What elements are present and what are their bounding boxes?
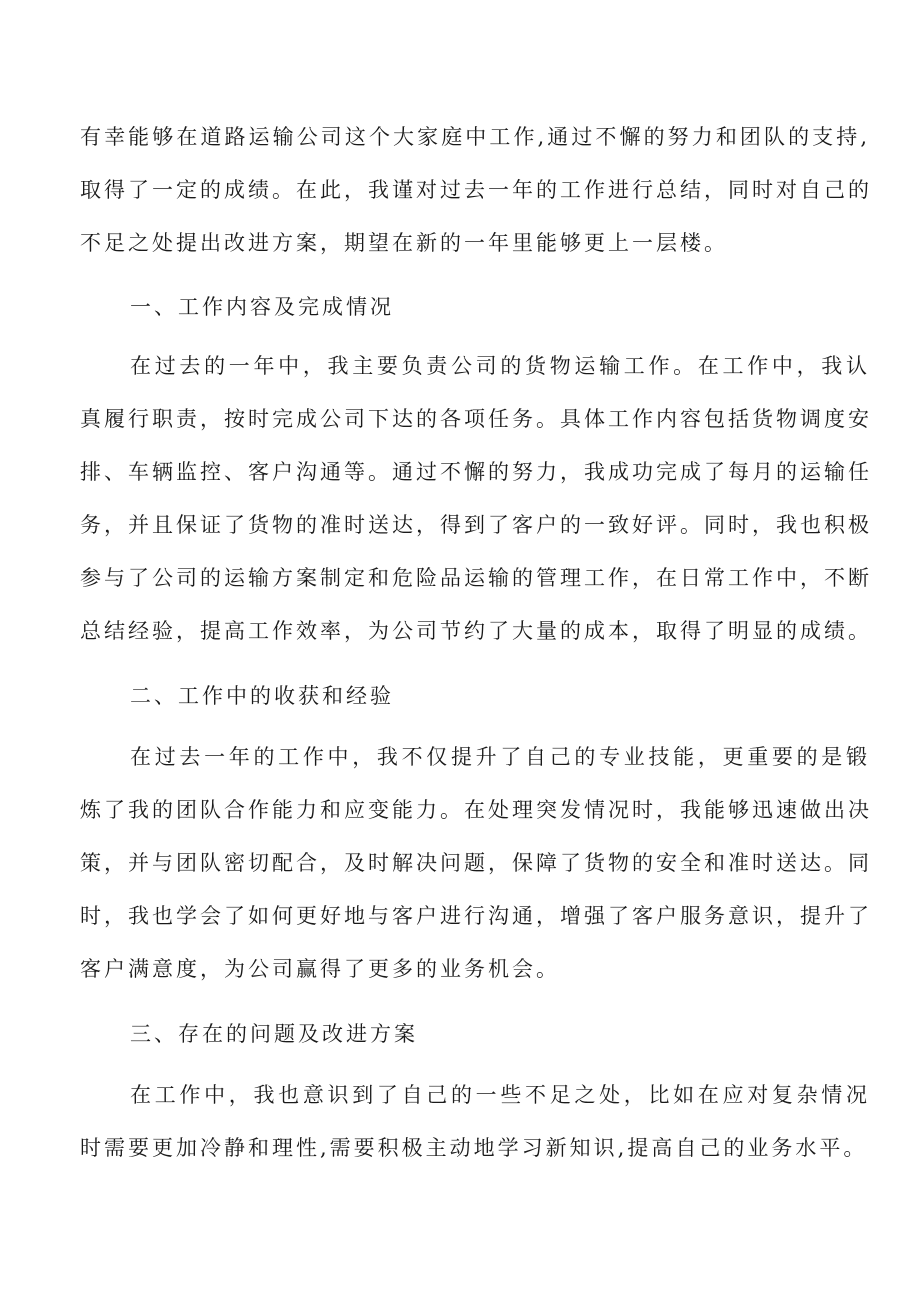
- paragraph-line: 总结经验，提高工作效率，为公司节约了大量的成本，取得了明显的成绩。: [80, 619, 872, 643]
- section-heading: 二、工作中的收获和经验: [130, 684, 394, 708]
- paragraph-line: 不足之处提出改进方案，期望在新的一年里能够更上一层楼。: [80, 231, 728, 255]
- paragraph-line: 在过去一年的工作中，我不仅提升了自己的专业技能，更重要的是锻: [130, 745, 870, 769]
- section-1-heading-block: [80, 281, 870, 334]
- paragraph-line: 取得了一定的成绩。在此，我谨对过去一年的工作进行总结，同时对自己的: [80, 178, 872, 202]
- paragraph-line: 有幸能够在道路运输公司这个大家庭中工作,通过不懈的努力和团队的支持,: [80, 125, 870, 149]
- paragraph-line: 时需要更加冷静和理性,需要积极主动地学习新知识,提高自己的业务水平。: [80, 1136, 868, 1160]
- intro-paragraph: [80, 111, 870, 270]
- paragraph-line: 务，并且保证了货物的准时送达，得到了客户的一致好评。同时，我也积极: [80, 513, 872, 537]
- section-3-heading-block: [80, 1008, 870, 1061]
- paragraph-line: 排、车辆监控、客户沟通等。通过不懈的努力，我成功完成了每月的运输任: [80, 460, 872, 484]
- paragraph-line: 炼了我的团队合作能力和应变能力。在处理突发情况时，我能够迅速做出决: [80, 798, 872, 822]
- section-1-paragraph: [80, 340, 870, 658]
- section-2-paragraph: [80, 731, 870, 996]
- paragraph-line: 策，并与团队密切配合，及时解决问题，保障了货物的安全和准时送达。同: [80, 851, 872, 875]
- section-heading: 三、存在的问题及改进方案: [130, 1022, 418, 1046]
- paragraph-line: 客户满意度，为公司赢得了更多的业务机会。: [80, 957, 560, 981]
- paragraph-line: 在过去的一年中，我主要负责公司的货物运输工作。在工作中，我认: [130, 354, 870, 378]
- section-2-heading-block: [80, 670, 870, 723]
- paragraph-line: 参与了公司的运输方案制定和危险品运输的管理工作，在日常工作中，不断: [80, 566, 872, 590]
- paragraph-line: 真履行职责，按时完成公司下达的各项任务。具体工作内容包括货物调度安: [80, 407, 872, 431]
- paragraph-line: 在工作中，我也意识到了自己的一些不足之处，比如在应对复杂情况: [130, 1083, 870, 1107]
- section-3-paragraph: [80, 1069, 870, 1175]
- section-heading: 一、工作内容及完成情况: [130, 295, 394, 319]
- paragraph-line: 时，我也学会了如何更好地与客户进行沟通，增强了客户服务意识，提升了: [80, 904, 872, 928]
